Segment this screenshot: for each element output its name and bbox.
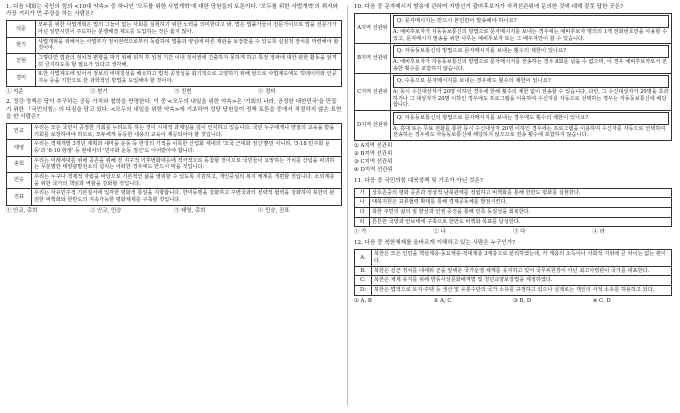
question-line: Q: 자동동보통신의 방법으로 문자메시지를 보내는 횟수의 제한이 있나요? [393,45,669,58]
table-row [355,217,672,227]
question-12-number: 12. [354,240,363,247]
answer-option[interactable]: ③ 다 [513,229,526,236]
table-row [355,74,672,111]
question-1 [6,4,342,95]
speaker-name: 경미 [7,70,36,86]
question-11 [354,178,672,236]
table-row [355,276,672,286]
qa-cell [390,14,671,44]
speaker-statement: 우리는 누구나 경제적 자립을 바탕으로 기본적인 삶을 영위할 수 있도록 지원하고, 개인중심의 복지 체계를 개편할 것입니다. 소외계층을 위한 국가의 책임과 역할을 강화할 것입니다. [32,172,342,188]
left-column [6,4,342,218]
answer-option[interactable]: ① 안교, 총희 [6,207,38,214]
answer-option[interactable]: ② B지역 선관위 [354,150,393,157]
right-column [354,4,672,308]
answer-line: A: 휴대 또는 무료 전화를 통한 동시 수신대상자 20명 이하인 경우에는 프로그램을 이용하여 수신자를 자동으로 선택하여 전송하는 경우에도 자동동보통신에 해당하지 않으므로 전송 횟수에 포함하지 않습니다. [392,125,666,139]
item-mark: 가 [355,188,370,198]
speaker-name: 민승 [7,172,32,188]
table-row [7,70,342,86]
question-2 [6,99,342,214]
office-label: A지역 선관위 [355,14,391,44]
item-text: 북한은 선군 정치를 내세워 군을 앞세운 국가운영 체계를 유지하고 있어 국무위원장이 아닌 최고사령관이 국가를 대표한다. [372,266,672,276]
table-row [7,156,342,172]
answer-line: A: 예비후보자가 자동동보통신의 방법으로 문자메시지를 전송하는 경우 8회를 넘을 수 없으며, 이 경우 예비후보자로서 전송한 횟수를 포함하지 않습니다. [392,59,667,72]
answer-option[interactable]: ④ 라 [592,229,605,236]
answer-option[interactable]: ② A, C [433,297,452,304]
answer-option[interactable]: ④ 민승, 진표 [258,207,290,214]
question-line: Q: 수동으로 문자메시지를 보내는 경우에도 횟수의 제한이 있나요? [393,75,669,88]
speaker-name: 진현 [7,53,36,69]
table-row [7,189,342,205]
answer-option[interactable]: ③ 태영, 총희 [174,207,206,214]
table-row [355,44,672,74]
item-mark: 다 [355,207,370,217]
table-row [355,188,672,198]
office-label: D지역 선관위 [355,111,391,141]
answer-option[interactable]: ③ C지역 선관위 [354,158,393,165]
table-row [355,14,672,44]
question-1-text [6,4,342,18]
question-10 [354,4,672,174]
question-12-text [354,240,672,247]
question-11-number: 11. [354,178,363,185]
item-text: 튼튼한 국방과 안보태세 구축으로 한반도 비핵화 목표를 달성한다. [370,217,672,227]
speaker-statement: 사법개혁을 위해서는 사법부가 정치권력으로부터 독립하여 법률과 양심에 따른 재판을 보장받을 수 있도록 실질적 장치를 마련해야 할 것이야. [36,37,342,53]
question-10-number: 10. [354,4,363,10]
question-10-options [354,143,672,174]
item-mark: C: [355,276,372,286]
question-11-table [354,188,672,228]
speaker-statement: 우리는 자유민주적 기본질서에 입각한 평화적 통일을 지향합니다. 한미동맹을 강화하고 주변국과의 전략적 협력을 강화하여 북한의 완전한 비핵화와 한반도의 지속가능한 평화체제를 구축할 것입니다. [32,189,342,205]
answer-option[interactable]: ③ B, D [513,297,532,304]
question-12-table [354,249,672,295]
table-row [355,207,672,217]
question-2-prompt: 정강·정책은 당이 추구하는 공동 가치와 철학을 반영한다. 이 중 <모두의 내일을 위한 약속>은 '기회의 나라, 공정한 대한민국'을 만들기 위한 『국민의힘』의 다짐을 담고 있다. <모두의 내일을 위한 약속>에 기초하여 정당 당원들이 정책 토론을 중에서 적절하지 않은 표현을 한 사람은? [6,99,342,120]
table-row [355,198,672,208]
question-12-options [354,298,672,305]
question-2-options [6,208,342,215]
question-line: Q: 자동동보통신의 방법으로 문자메시지를 보내는 경우에도 횟수의 제한이 있나요? [393,112,669,125]
item-text: 북한은 법적으로 토지·주택 등 생산 및 유통수단의 국가 소유를 규정하고 있으나 실제로는 개인의 사적 소유를 허용하고 있다. [372,285,672,295]
answer-option[interactable]: ② 현기 [90,88,108,95]
item-mark: B: [355,266,372,276]
qa-cell [390,74,671,111]
answer-option[interactable]: ④ 경미 [258,88,276,95]
item-text: 대북지원은 교류협력 확대를 통해 경제공동체를 발전시킨다. [370,198,672,208]
item-mark: 라 [355,217,370,227]
speaker-name: 석준 [7,21,36,37]
speaker-name: 총희 [7,156,32,172]
answer-option[interactable]: ① A, B [354,297,372,304]
table-row [355,285,672,295]
question-11-prompt: 다음 중 국민의힘 대북정책 및 기조가 아닌 것은? [364,178,483,185]
speaker-statement: 우리는 모든 국민이 공정한 기회를 누리도록 하는 것이 시대적 과제임을 깊이 인식하고 있습니다. 국민 누구에게나 양질의 교육을 받을 기회를 보장하여야 하므로, 모두에게 동등한 내용의 교육이 제공되어야 할 것입니다. [32,123,342,139]
speaker-statement: 그렇다면 법관의 정치적 편향을 막기 위해 퇴직 후 일정 기간 이내 정치권에 진출하지 못하게 하고 특정 정파에 대한 판한 활동을 엄격히 금지하도록 할 필요가 있다고 생각해. [36,53,342,69]
question-1-table [6,20,342,86]
table-row [355,111,672,141]
question-11-text [354,178,672,185]
answer-option[interactable]: ② 나 [433,229,446,236]
answer-option[interactable]: ② 안교, 민승 [90,207,122,214]
question-12-prompt: 다음 중 북한체제를 올바르게 이해하고 있는 사람은 누구인가? [364,240,516,247]
speaker-statement: 우리는 경제개발 3개년 계획과 새마을 운동 등 한강의 기적을 이룩한 산업화 세대의 '조국 근대화 정신'뿐만 아니라, '5·18 민주화 운동'과 '6·10 항쟁' 등 현대사의 '민주화 운동 정신'도 이어받아야 합니다. [32,140,342,156]
question-10-text [354,4,672,11]
table-row [7,53,342,69]
item-mark: A: [355,250,372,266]
question-1-number: 1. [6,4,12,10]
qa-cell [390,111,671,141]
answer-line: A: 동시 수신대상자가 20명 이하인 경우에 한해 횟수의 제한 없이 전송할 수 있습니다. 다만, 그 수신대상자가 20명을 초과하거나 그 대상자가 20명 이하인 경우에도 프로그램을 이용하여 수신자를 자동으로 선택하는 경우는 자동동보통신에 해당합니다. [392,89,669,109]
office-label: B지역 선관위 [355,44,391,74]
office-label: C지역 선관위 [355,74,391,111]
question-11-options [354,229,672,236]
question-1-options [6,89,342,96]
question-10-prompt: 다음 중 문자메시지 발송에 관하여 지방선거 출마후보자가 자격선관위에 문의한 것에 대해 잘못 답한 곳은? [364,4,624,10]
qa-cell [390,44,671,74]
answer-line: A: 예비후보자가 자동동보통신의 방법으로 문자메시지를 보내는 경우에는 예비후보자 명의의 1개 전화번호만을 사용할 수 있고, 문자메시지 발송을 위한 사무는 예비후보자 또는 그 배우자만이 할 수 있습니다. [392,28,668,42]
answer-option[interactable]: ① 석준 [6,88,24,95]
table-row [7,123,342,139]
table-row [355,250,672,266]
question-1-prompt: 다음 대화는 국민의 힘의 <10대 약속> 중 하나인 '모두를 위한 사법개혁'에 대한 당원들의 토론이다. '모두를 위한 사법개혁'의 취지와 가장 거리가 먼 주장을 하는 사람은? [6,4,338,18]
speaker-name: 진표 [7,189,32,205]
table-row [7,140,342,156]
item-mark: 나 [355,198,370,208]
question-2-text [6,99,342,120]
answer-option[interactable]: ④ D지역 선관위 [354,166,393,173]
question-2-table [6,123,342,206]
item-text: 북한은 모든 인민을 핵심계층·동요계층·적대계층 3계층으로 분리하였는데, 각 계층의 소득이나 사회적 지위에 큰 차이는 없는 편이다. [372,250,672,266]
item-mark: D: [355,285,372,295]
speaker-name: 현기 [7,37,36,53]
speaker-statement: 모두를 위한 사법개혁은 법의 그늘이 없는 사회를 실현하기 위한 노력을 의미한다고 봐. 법은 법률가들이 전문가이므로 법을 전문가가 아닌 일반시민이 주도하는 분쟁해결 제도를 도입하는 것은 옳지 않아. [36,21,342,37]
item-text: 북한 주민의 삶의 질 향상과 인권 증진을 통해 민족 동질성을 회복한다. [370,207,672,217]
speaker-name: 안교 [7,123,32,139]
column-divider [347,6,348,406]
item-text: 상호존중의 평화 공존과 정상적 남북관계를 정립하고 비핵화를 통해 한반도 평화를 실현한다. [370,188,672,198]
table-row [7,37,342,53]
question-2-number: 2. [6,99,12,106]
question-line: Q: 문자메시지는 반드시 본인만이 발송해야 하나요? [393,15,669,28]
answer-option[interactable]: ① 가 [354,229,367,236]
question-12 [354,240,672,304]
answer-option[interactable]: ① A지역 선관위 [354,143,393,150]
answer-option[interactable]: ④ C, D [592,297,611,304]
item-text: 북한은 체제 유지를 위해 반동사상문화배격법 및 청년교양보장법을 제정하였다. [372,276,672,286]
question-10-table [354,13,672,141]
speaker-statement: 우리는 미래세대를 위해 공존을 위해 전 지구적 기후변화대응에 적극적으로 동참할 것이므로 국민들이 요망하는 가치를 산림을 파괴하는 무분별한 태양광발전소의 설치는 어떠한 경우에도 반드시 막을 것입니다. [32,156,342,172]
answer-option[interactable]: ③ 진현 [174,88,192,95]
table-row [7,21,342,37]
speaker-statement: 또한 사법제도에 있어서 정보의 비대칭성을 해소하고 법적 공정성을 회기적으로 고양하기 위해 앞으로 사법제도에도 빅데이터와 인공지능 등을 기반으로 한 과학적인 방법을 도입해야 할 것이야. [36,70,342,86]
table-row [355,266,672,276]
table-row [7,172,342,188]
speaker-name: 태영 [7,140,32,156]
